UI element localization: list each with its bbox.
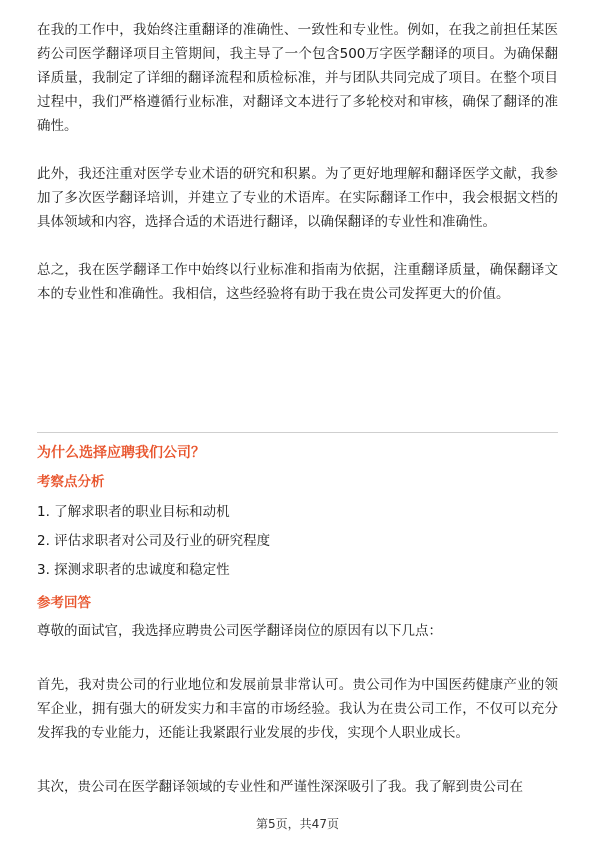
list-item: 2. 评估求职者对公司及行业的研究程度 <box>37 533 271 549</box>
analysis-list <box>37 498 270 585</box>
intro-paragraph-3: 总之，我在医学翻译工作中始终以行业标准和指南为依据，注重翻译质量，确保翻译文本的专业性和准确性。我相信，这些经验将有助于我在贵公司发挥更大的价值。 <box>37 262 558 302</box>
answer-paragraph-3: 其次，贵公司在医学翻译领域的专业性和严谨性深深吸引了我。我了解到贵公司在 <box>37 779 523 795</box>
analysis-label: 考察点分析 <box>37 474 105 490</box>
intro-paragraph-1: 在我的工作中，我始终注重翻译的准确性、一致性和专业性。例如，在我之前担任某医药公司医学翻译项目主管期间，我主导了一个包含500万字医学翻译的项目。为确保翻译质量，我制定了详细的翻译流程和质检标准，并与团队共同完成了项目。在整个项目过程中，我们严格遵循行业标准，对翻译文本进行了多轮校对和审核，确保了翻译的准确性。 <box>37 22 558 134</box>
intro-section <box>37 18 558 306</box>
answer-label: 参考回答 <box>37 595 91 611</box>
page-footer: 第5页，共47页 <box>256 817 339 831</box>
section-divider <box>37 432 558 433</box>
intro-paragraph-2: 此外，我还注重对医学专业术语的研究和积累。为了更好地理解和翻译医学文献，我参加了多次医学翻译培训，并建立了专业的术语库。在实际翻译工作中，我会根据文档的具体领域和内容，选择合适的术语进行翻译，以确保翻译的专业性和准确性。 <box>37 166 558 230</box>
answer-paragraph-2: 首先，我对贵公司的行业地位和发展前景非常认可。贵公司作为中国医药健康产业的领军企业，拥有强大的研发实力和丰富的市场经验。我认为在贵公司工作，不仅可以充分发挥我的专业能力，还能让我紧跟行业发展的步伐，实现个人职业成长。 <box>37 677 558 741</box>
question-heading: 为什么选择应聘我们公司？ <box>37 445 205 461</box>
answer-paragraph-1: 尊敬的面试官，我选择应聘贵公司医学翻译岗位的原因有以下几点： <box>37 623 442 639</box>
list-item: 3. 探测求职者的忠诚度和稳定性 <box>37 562 230 578</box>
list-item: 1. 了解求职者的职业目标和动机 <box>37 504 230 520</box>
answer-section <box>37 619 558 799</box>
